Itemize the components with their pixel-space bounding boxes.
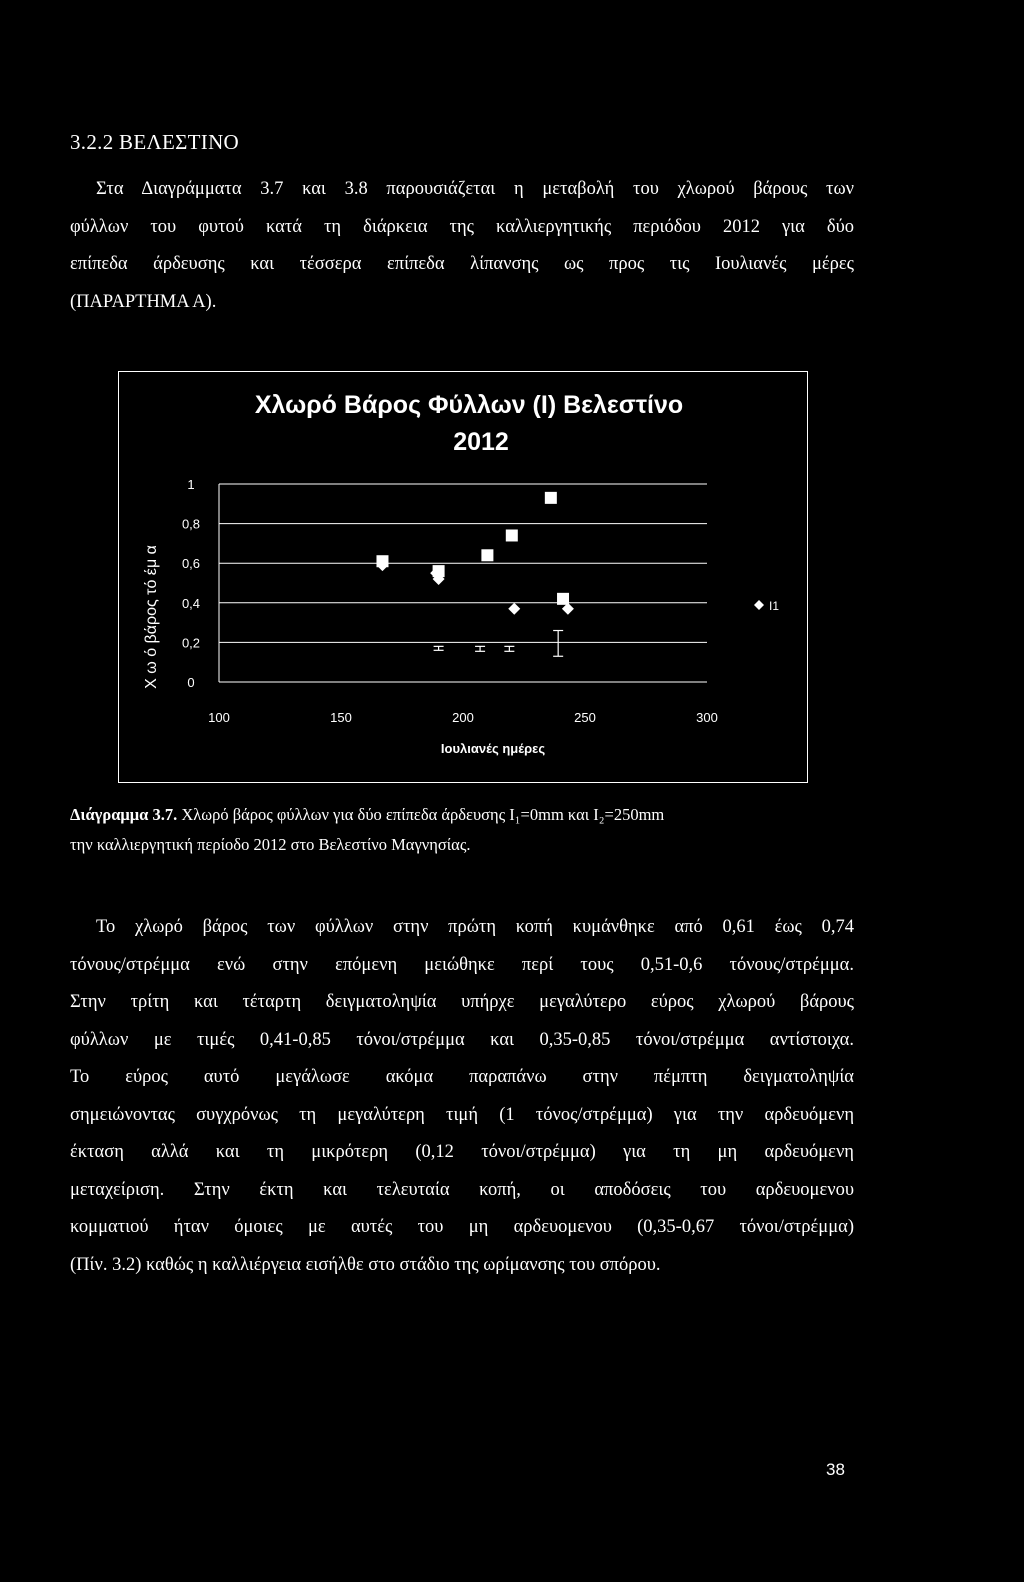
plot-area: [182, 477, 718, 725]
body-paragraph: [70, 909, 854, 1284]
intro-line: επίπεδα άρδευσης και τέσσερα επίπεδα λίπανσης ως προς τις Ιουλιανές μέρες: [70, 254, 854, 274]
x-tick-label: 300: [696, 710, 718, 725]
chart-frame: [118, 371, 808, 783]
data-point-square: [433, 565, 445, 577]
body-line: φύλλων με τιμές 0,41-0,85 τόνοι/στρέμμα και 0,35-0,85 τόνοι/στρέμμα αντίστοιχα.: [70, 1029, 854, 1050]
y-tick-label: 0: [187, 675, 195, 690]
legend: [754, 599, 779, 613]
body-line: τόνους/στρέμμα ενώ στην επόμενη μειώθηκε περί τους 0,51-0,6 τόνους/στρέμμα.: [70, 954, 854, 975]
body-line: μεταχείριση. Στην έκτη και τελευταία κοπή, οι αποδόσεις του αρδευομενου: [70, 1179, 854, 1200]
body-line: κομματιού ήταν όμοιες με αυτές του μη αρδευομενου (0,35-0,67 τόνοι/στρέμμα): [70, 1217, 854, 1237]
page-number: 38: [826, 1460, 845, 1479]
figure-caption: [70, 800, 854, 860]
section-heading: 3.2.2 ΒΕΛΕΣΤΙΝΟ: [70, 130, 240, 154]
caption-text-line2: την καλλιεργητική περίοδο 2012 στο Βελεστίνο Μαγνησίας.: [70, 835, 471, 854]
intro-line: Στα Διαγράμματα 3.7 και 3.8 παρουσιάζεται η μεταβολή του χλωρού βάρους των: [96, 179, 854, 199]
chart-title-line2: 2012: [453, 428, 509, 456]
y-tick-label: 0,6: [181, 556, 201, 572]
chart-title-line1: Χλωρό Βάρος Φύλλων (Ι) Βελεστίνο: [254, 391, 684, 419]
x-tick-label: 250: [574, 710, 596, 725]
y-tick-label: 0,8: [181, 516, 201, 532]
y-tick-label: 0,4: [181, 595, 201, 611]
intro-line: (ΠΑΡΑΡΤΗΜΑ Α).: [70, 291, 217, 312]
x-tick-label: 100: [208, 710, 230, 725]
intro-line: φύλλων του φυτού κατά τη διάρκεια της καλλιεργητικής περιόδου 2012 για δύο: [70, 216, 854, 237]
intro-paragraph: [70, 171, 854, 321]
data-point-square: [376, 555, 388, 567]
body-line: Το χλωρό βάρος των φύλλων στην πρώτη κοπή κυμάνθηκε από 0,61 έως 0,74: [96, 917, 854, 937]
data-point-diamond: [508, 603, 520, 615]
y-axis-label: Χ ω ό βάρος τό έμ α: [143, 545, 160, 689]
caption-label: Διάγραμμα 3.7.: [70, 805, 178, 824]
body-line: Στην τρίτη και τέταρτη δειγματοληψία υπήρχε μεγαλύτερο εύρος χλωρού βάρους: [70, 992, 854, 1012]
x-axis-label: Ιουλιανές ημέρες: [440, 741, 546, 756]
caption-text: Χλωρό βάρος φύλλων για δύο επίπεδα άρδευσης I₁=0mm και I₂=250mm: [181, 805, 665, 824]
data-point-square: [481, 549, 493, 561]
y-tick-label: 1: [187, 477, 195, 492]
x-tick-label: 200: [452, 710, 474, 725]
body-line: (Πίν. 3.2) καθώς η καλλιέργεια εισήλθε στο στάδιο της ωρίμανσης του σπόρου.: [70, 1254, 661, 1275]
y-tick-label: 0,2: [181, 635, 201, 651]
data-point-square: [506, 529, 518, 541]
data-point-square: [557, 593, 569, 605]
body-line: σημειώνοντας συγχρόνως τη μεγαλύτερη τιμή (1 τόνος/στρέμμα) για την αρδευόμενη: [70, 1104, 854, 1125]
x-tick-label: 150: [330, 710, 352, 725]
body-line: έκταση αλλά και τη μικρότερη (0,12 τόνοι/στρέμμα) για τη μη αρδευόμενη: [70, 1142, 854, 1162]
data-point-square: [545, 492, 557, 504]
legend-label: I1: [769, 599, 780, 613]
legend-marker-diamond: [754, 600, 764, 610]
leaf-weight-chart: [119, 372, 809, 784]
body-line: Το εύρος αυτό μεγάλωσε ακόμα παραπάνω στην πέμπτη δειγματοληψία: [70, 1067, 854, 1087]
